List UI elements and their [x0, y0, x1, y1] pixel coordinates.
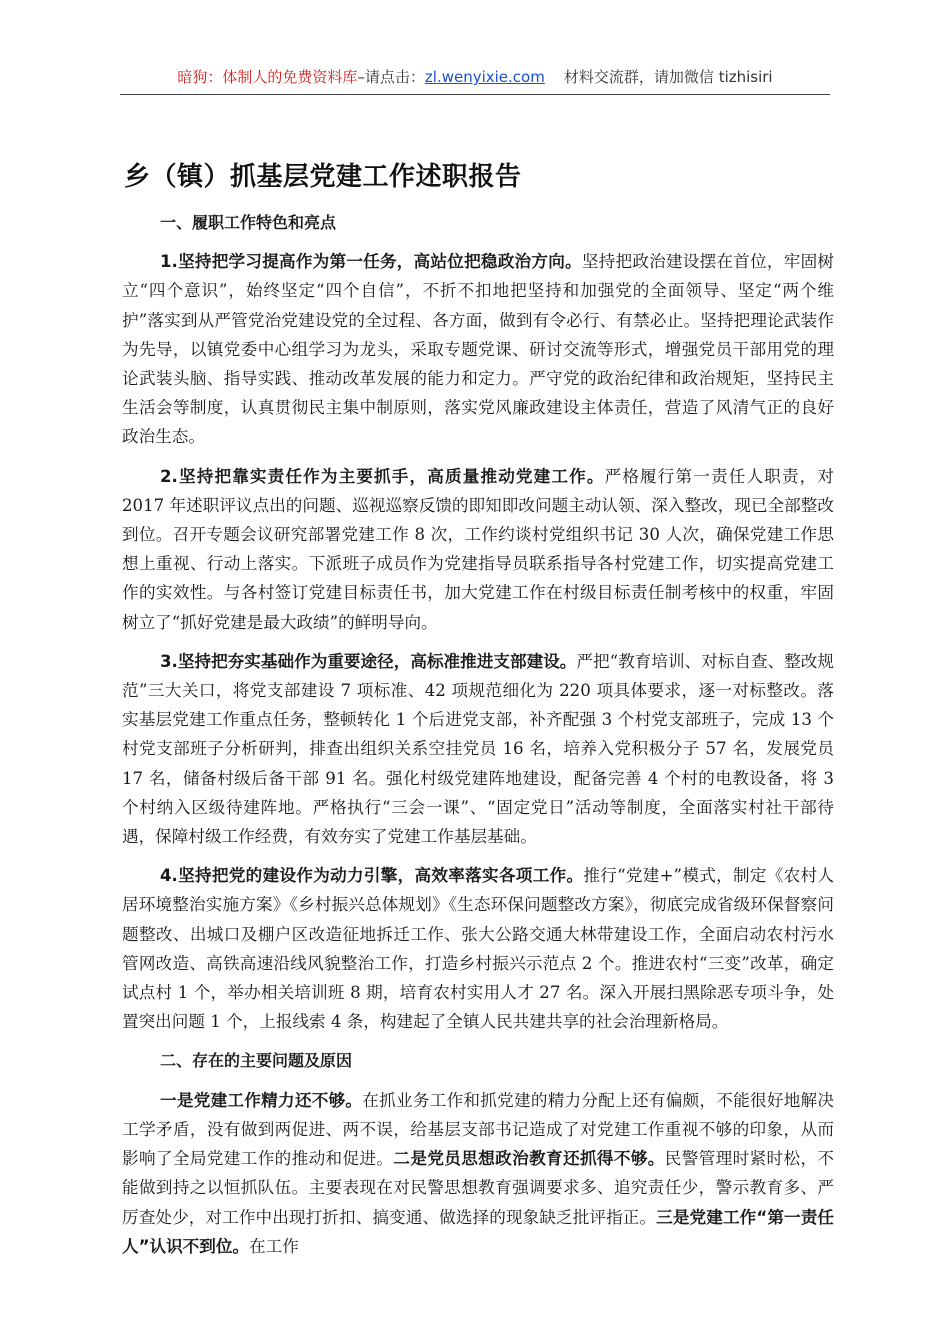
- paragraph-lead: 1.坚持把学习提高作为第一任务，高站位把稳政治方向。: [160, 252, 582, 272]
- paragraph-lead: 2.坚持把靠实责任作为主要抓手，高质量推动党建工作。: [160, 466, 605, 486]
- paragraph-text: 坚持把政治建设摆在首位，牢固树立“四个意识”，始终坚定“四个自信”，不折不扣地把坚持和加强党的全面领导、坚定“两个维护”落实到从严管党治党建设党的全过程、各方面，做到有令必行、有禁必止。坚持把理论武装作为先导，以镇党委中心组学习为龙头，采取专题党课、研讨交流等形式，增强党员干部用党的理论武装头脑、指导实践、推动改革发展的能力和定力。严守党的政治纪律和政治规矩，坚持民主生活会等制度，认真贯彻民主集中制原则，落实党风廉政建设主体责任，营造了风清气正的良好政治生态。: [122, 252, 834, 447]
- section-heading: 一、履职工作特色和亮点: [160, 213, 337, 232]
- paragraph-lead: 3.坚持把夯实基础作为重要途径，高标准推进支部建设。: [160, 651, 577, 671]
- paragraph-lead: 三是党建工作“第一责任人”认识不到位。: [122, 1207, 835, 1256]
- header-prompt: –请点击：: [357, 68, 425, 86]
- page-header: [120, 66, 830, 95]
- paragraph: [122, 861, 834, 1036]
- paragraph-lead: 4.坚持把党的建设作为动力引擎，高效率落实各项工作。: [160, 866, 584, 886]
- document-body: [122, 208, 834, 1271]
- header-contact: 材料交流群，请加微信 tizhisiri: [563, 68, 773, 86]
- paragraph: [122, 1086, 834, 1261]
- paragraph-text: 民警管理时紧时松，不能做到持之以恒抓队伍。主要表现在对民警思想教育强调要求多、追究责任少，警示教育多、严厉查处少，对工作中出现打折扣、搞变通、做选择的现象缺乏批评指正。: [122, 1149, 835, 1227]
- paragraph-text: 严格履行第一责任人职责，对 2017 年述职评议点出的问题、巡视巡察反馈的即知即改问题主动认领、深入整改，现已全部整改到位。召开专题会议研究部署党建工作 8 次，工作约谈村党组织书记 30 人次，确保党建工作思想上重视、行动上落实。下派班子成员作为党建指导员联系指导各村党建工作，切实提高党建工作的实效性。与各村签订党建目标责任书，加大党建工作在村级目标责任制考核中的权重，牢固树立了“抓好党建是最大政绩”的鲜明导向。: [122, 466, 834, 632]
- header-url-link[interactable]: zl.wenyixie.com: [424, 68, 545, 86]
- paragraph-lead: 二是党员思想政治教育还抓得不够。: [393, 1149, 665, 1169]
- paragraph-text: 在工作: [249, 1236, 299, 1256]
- paragraph-text: 推行“党建+”模式，制定《农村人居环境整治实施方案》《乡村振兴总体规划》《生态环保问题整改方案》，彻底完成省级环保督察问题整改、出城口及棚户区改造征地拆迁工作、张大公路交通大林带建设工作，全面启动农村污水管网改造、高铁高速沿线风貌整治工作，打造乡村振兴示范点 2 个。推进农村“三变”改革，确定试点村 1 个，举办相关培训班 8 期，培育农村实用人才 27 名。深入开展扫黑除恶专项斗争，处置突出问题 1 个，上报线索 4 条，构建起了全镇人民共建共享的社会治理新格局。: [122, 866, 834, 1032]
- section-heading: 二、存在的主要问题及原因: [160, 1051, 353, 1071]
- paragraph-lead: 一是党建工作精力还不够。: [160, 1090, 363, 1110]
- paragraph-text: 在抓业务工作和抓党建的精力分配上还有偏颇，不能很好地解决工学矛盾，没有做到两促进、两不误，给基层支部书记造成了对党建工作重视不够的印象，从而影响了全局党建工作的推动和促进。: [122, 1090, 835, 1169]
- header-site-name: 暗狗：体制人的免费资料库: [177, 68, 358, 86]
- paragraph-text: 严把“教育培训、对标自查、整改规范”三大关口，将党支部建设 7 项标准、42 项规范细化为 220 项具体要求，逐一对标整改。落实基层党建工作重点任务，整顿转化 1 个后进党支部，补齐配强 3 个村党支部班子，完成 13 个村党支部班子分析研判，排查出组织关系空挂党员 16 名，培养入党积极分子 57 名，发展党员 17 名，储备村级后备干部 91 名。强化村级党建阵地建设，配备完善 4 个村的电教设备，将 3 个村纳入区级待建阵地。严格执行“三会一课”、“固定党日”活动等制度，全面落实村社干部待遇，保障村级工作经费，有效夯实了党建工作基层基础。: [122, 651, 834, 847]
- document-title: 乡（镇）抓基层党建工作述职报告: [124, 162, 522, 192]
- paragraph: [122, 247, 834, 451]
- paragraph: [122, 462, 834, 637]
- paragraph: [122, 647, 834, 851]
